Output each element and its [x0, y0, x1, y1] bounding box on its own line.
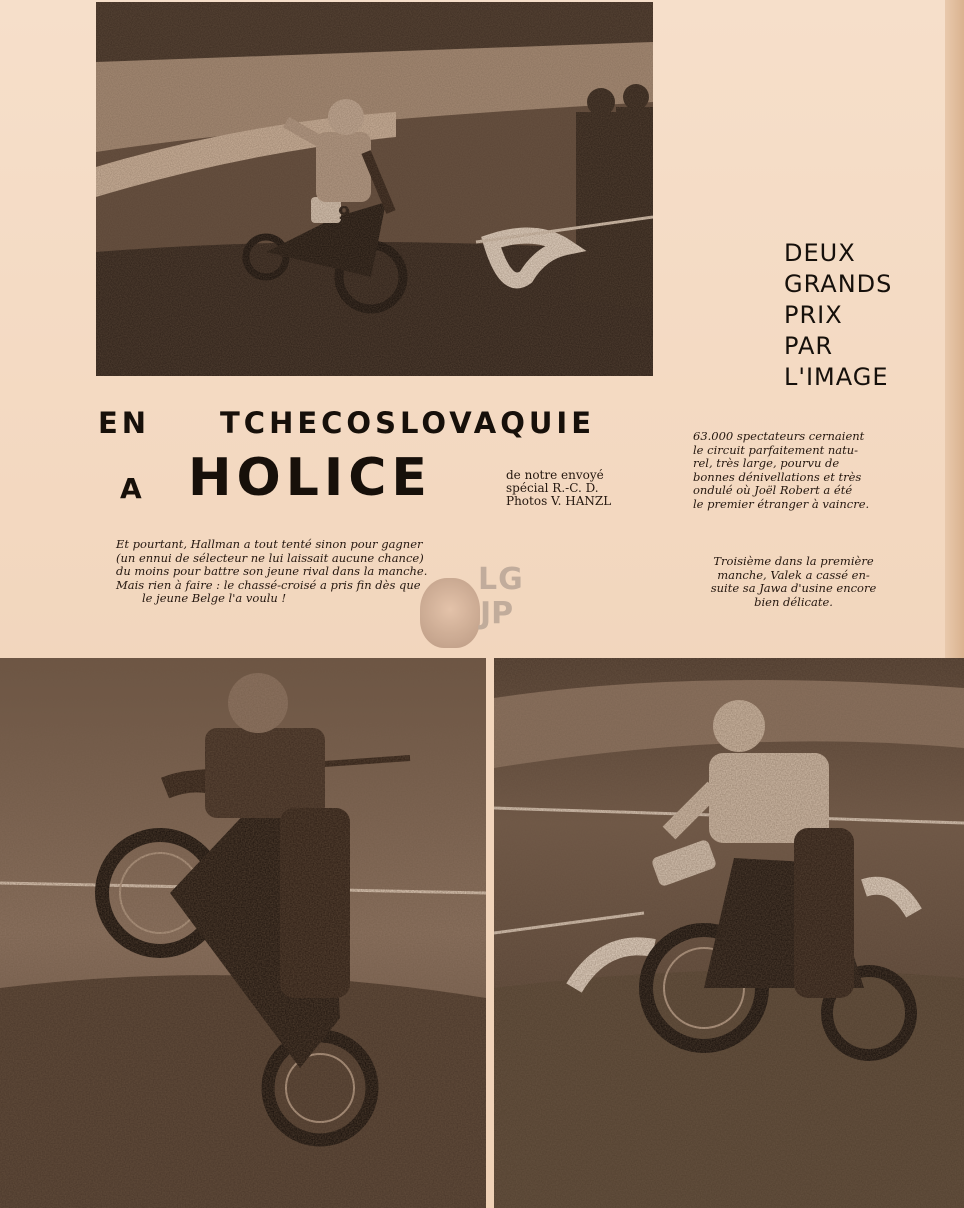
kicker-line: PRIX: [784, 301, 843, 329]
caption-line: du moins pour battre son jeune rival dans la manche.: [116, 564, 428, 578]
caption-line: 63.000 spectateurs cernaient: [693, 429, 865, 443]
caption-line: (un ennui de sélecteur ne lui laissait aucune chance): [116, 550, 424, 565]
credit-line: Photos V. HANZL: [506, 494, 612, 508]
kicker-line: DEUX: [784, 239, 856, 267]
headline-holice: HOLICE: [188, 448, 432, 508]
section-kicker: [784, 238, 944, 393]
caption-spectators: [693, 430, 893, 511]
watermark-text: LG: [478, 562, 524, 597]
caption-line: suite sa Jawa d'usine encore: [710, 581, 877, 595]
caption-line: bien délicate.: [754, 594, 833, 609]
caption-line: le jeune Belge l'a voulu !: [142, 591, 287, 605]
headline-line-1: [98, 406, 638, 446]
headline-word: A: [120, 472, 142, 505]
caption-line: Et pourtant, Hallman a tout tenté sinon pour gagner: [116, 537, 423, 551]
kicker-line: PAR: [784, 332, 834, 360]
watermark-text: JP: [480, 596, 514, 631]
credit-line: de notre envoyé: [506, 468, 604, 482]
caption-valek: [696, 555, 891, 609]
caption-line: manche, Valek a cassé en-: [717, 567, 870, 582]
kicker-line: GRANDS: [784, 270, 893, 298]
photo-rider-number-9: [96, 2, 653, 376]
caption-line: le circuit parfaitement natu-: [693, 442, 859, 457]
credit-line: spécial R.-C. D.: [506, 481, 599, 495]
watermark-logo: [420, 562, 544, 650]
photo-hallman-jump: [0, 658, 486, 1208]
kicker-line: L'IMAGE: [784, 363, 889, 391]
caption-line: le premier étranger à vaincre.: [693, 496, 870, 511]
caption-line: rel, très large, pourvu de: [693, 456, 840, 470]
photo-valek-landing: [494, 658, 964, 1208]
byline-credit: [506, 469, 646, 508]
caption-line: Troisième dans la première: [713, 554, 874, 568]
headline-word: EN: [98, 406, 151, 440]
caption-line: bonnes dénivellations et très: [693, 469, 862, 484]
watermark-face-icon: [420, 578, 480, 648]
headline-word: TCHECOSLOVAQUIE: [220, 406, 596, 440]
caption-line: Mais rien à faire : le chassé-croisé a pris fin dès que: [116, 577, 421, 592]
caption-line: ondulé où Joël Robert a été: [693, 483, 853, 497]
